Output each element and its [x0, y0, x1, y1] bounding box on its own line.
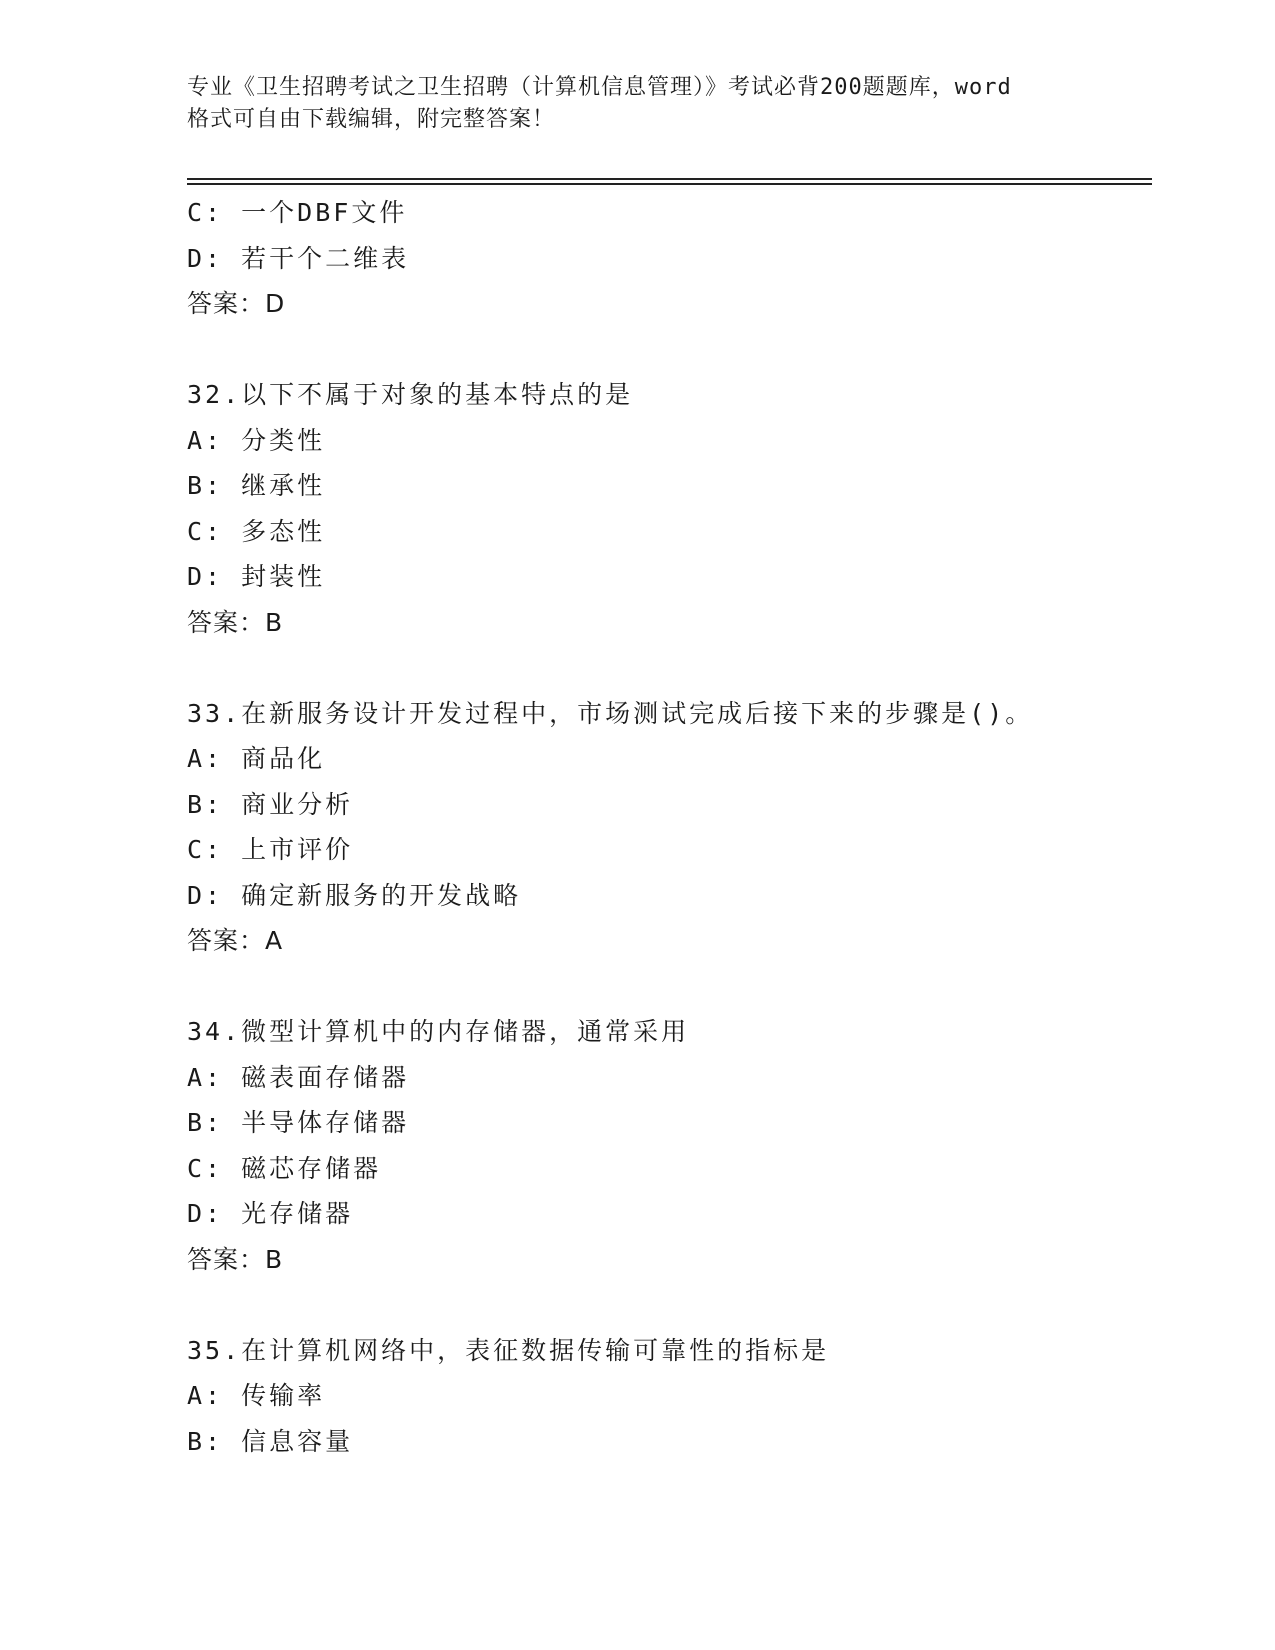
option-line	[187, 236, 1127, 282]
option-text: 分类性	[241, 425, 326, 455]
option-text: 若干个二维表	[241, 243, 410, 273]
option-line	[187, 827, 1127, 873]
option-text: 磁表面存储器	[241, 1062, 410, 1092]
option-text: 商业分析	[241, 789, 354, 819]
option-text: 磁芯存储器	[241, 1153, 382, 1183]
option-text: 光存储器	[241, 1199, 354, 1228]
option-label: A:	[187, 1062, 224, 1092]
option-line	[187, 1373, 1127, 1419]
option-label: D:	[187, 1199, 224, 1228]
option-label: A:	[187, 425, 224, 455]
header-divider-top	[187, 178, 1152, 180]
document-header	[187, 72, 1087, 136]
option-text: 商品化	[241, 744, 326, 773]
option-line	[187, 1100, 1127, 1146]
header-line-2: 格式可自由下载编辑，附完整答案！	[187, 107, 556, 132]
option-line	[187, 463, 1127, 509]
option-line	[187, 554, 1127, 600]
option-line	[187, 1419, 1127, 1465]
option-label: C:	[187, 516, 224, 546]
option-line	[187, 190, 1127, 236]
option-label: C:	[187, 1153, 224, 1183]
option-text: 传输率	[241, 1381, 326, 1410]
option-label: B:	[187, 471, 224, 500]
option-label: C:	[187, 198, 224, 227]
option-label: D:	[187, 562, 224, 591]
option-label: D:	[187, 243, 224, 273]
option-text: 确定新服务的开发战略	[241, 880, 522, 910]
question-stem: 32.以下不属于对象的基本特点的是	[187, 380, 634, 409]
option-label: B:	[187, 1426, 224, 1456]
header-divider-bottom	[187, 183, 1152, 185]
question-stem: 35.在计算机网络中，表征数据传输可靠性的指标是	[187, 1335, 830, 1365]
option-text: 信息容量	[241, 1426, 354, 1456]
option-label: A:	[187, 1381, 224, 1410]
question-stem: 33.在新服务设计开发过程中，市场测试完成后接下来的步骤是()。	[187, 698, 1034, 728]
option-line	[187, 873, 1127, 919]
option-text: 半导体存储器	[241, 1108, 410, 1137]
option-line	[187, 1146, 1127, 1192]
option-text: 上市评价	[241, 835, 354, 864]
option-label: C:	[187, 835, 224, 864]
answer-line: 答案：A	[187, 926, 284, 955]
question-stem: 34.微型计算机中的内存储器，通常采用	[187, 1017, 690, 1046]
question-list	[187, 190, 1127, 1464]
option-text: 封装性	[241, 562, 326, 591]
option-line	[187, 736, 1127, 782]
option-label: B:	[187, 789, 224, 819]
option-label: D:	[187, 880, 224, 910]
option-text: 多态性	[241, 516, 326, 546]
option-line	[187, 1191, 1127, 1237]
option-label: A:	[187, 744, 224, 773]
option-line	[187, 418, 1127, 464]
option-text: 一个DBF文件	[241, 198, 408, 227]
answer-line: 答案：D	[187, 289, 286, 318]
option-line	[187, 1055, 1127, 1101]
option-line	[187, 782, 1127, 828]
option-label: B:	[187, 1108, 224, 1137]
header-line-1: 专业《卫生招聘考试之卫生招聘（计算机信息管理）》考试必背200题题库，word	[187, 75, 1012, 100]
option-line	[187, 509, 1127, 555]
answer-line: 答案：B	[187, 607, 284, 637]
answer-line: 答案：B	[187, 1244, 284, 1274]
option-text: 继承性	[241, 471, 326, 500]
